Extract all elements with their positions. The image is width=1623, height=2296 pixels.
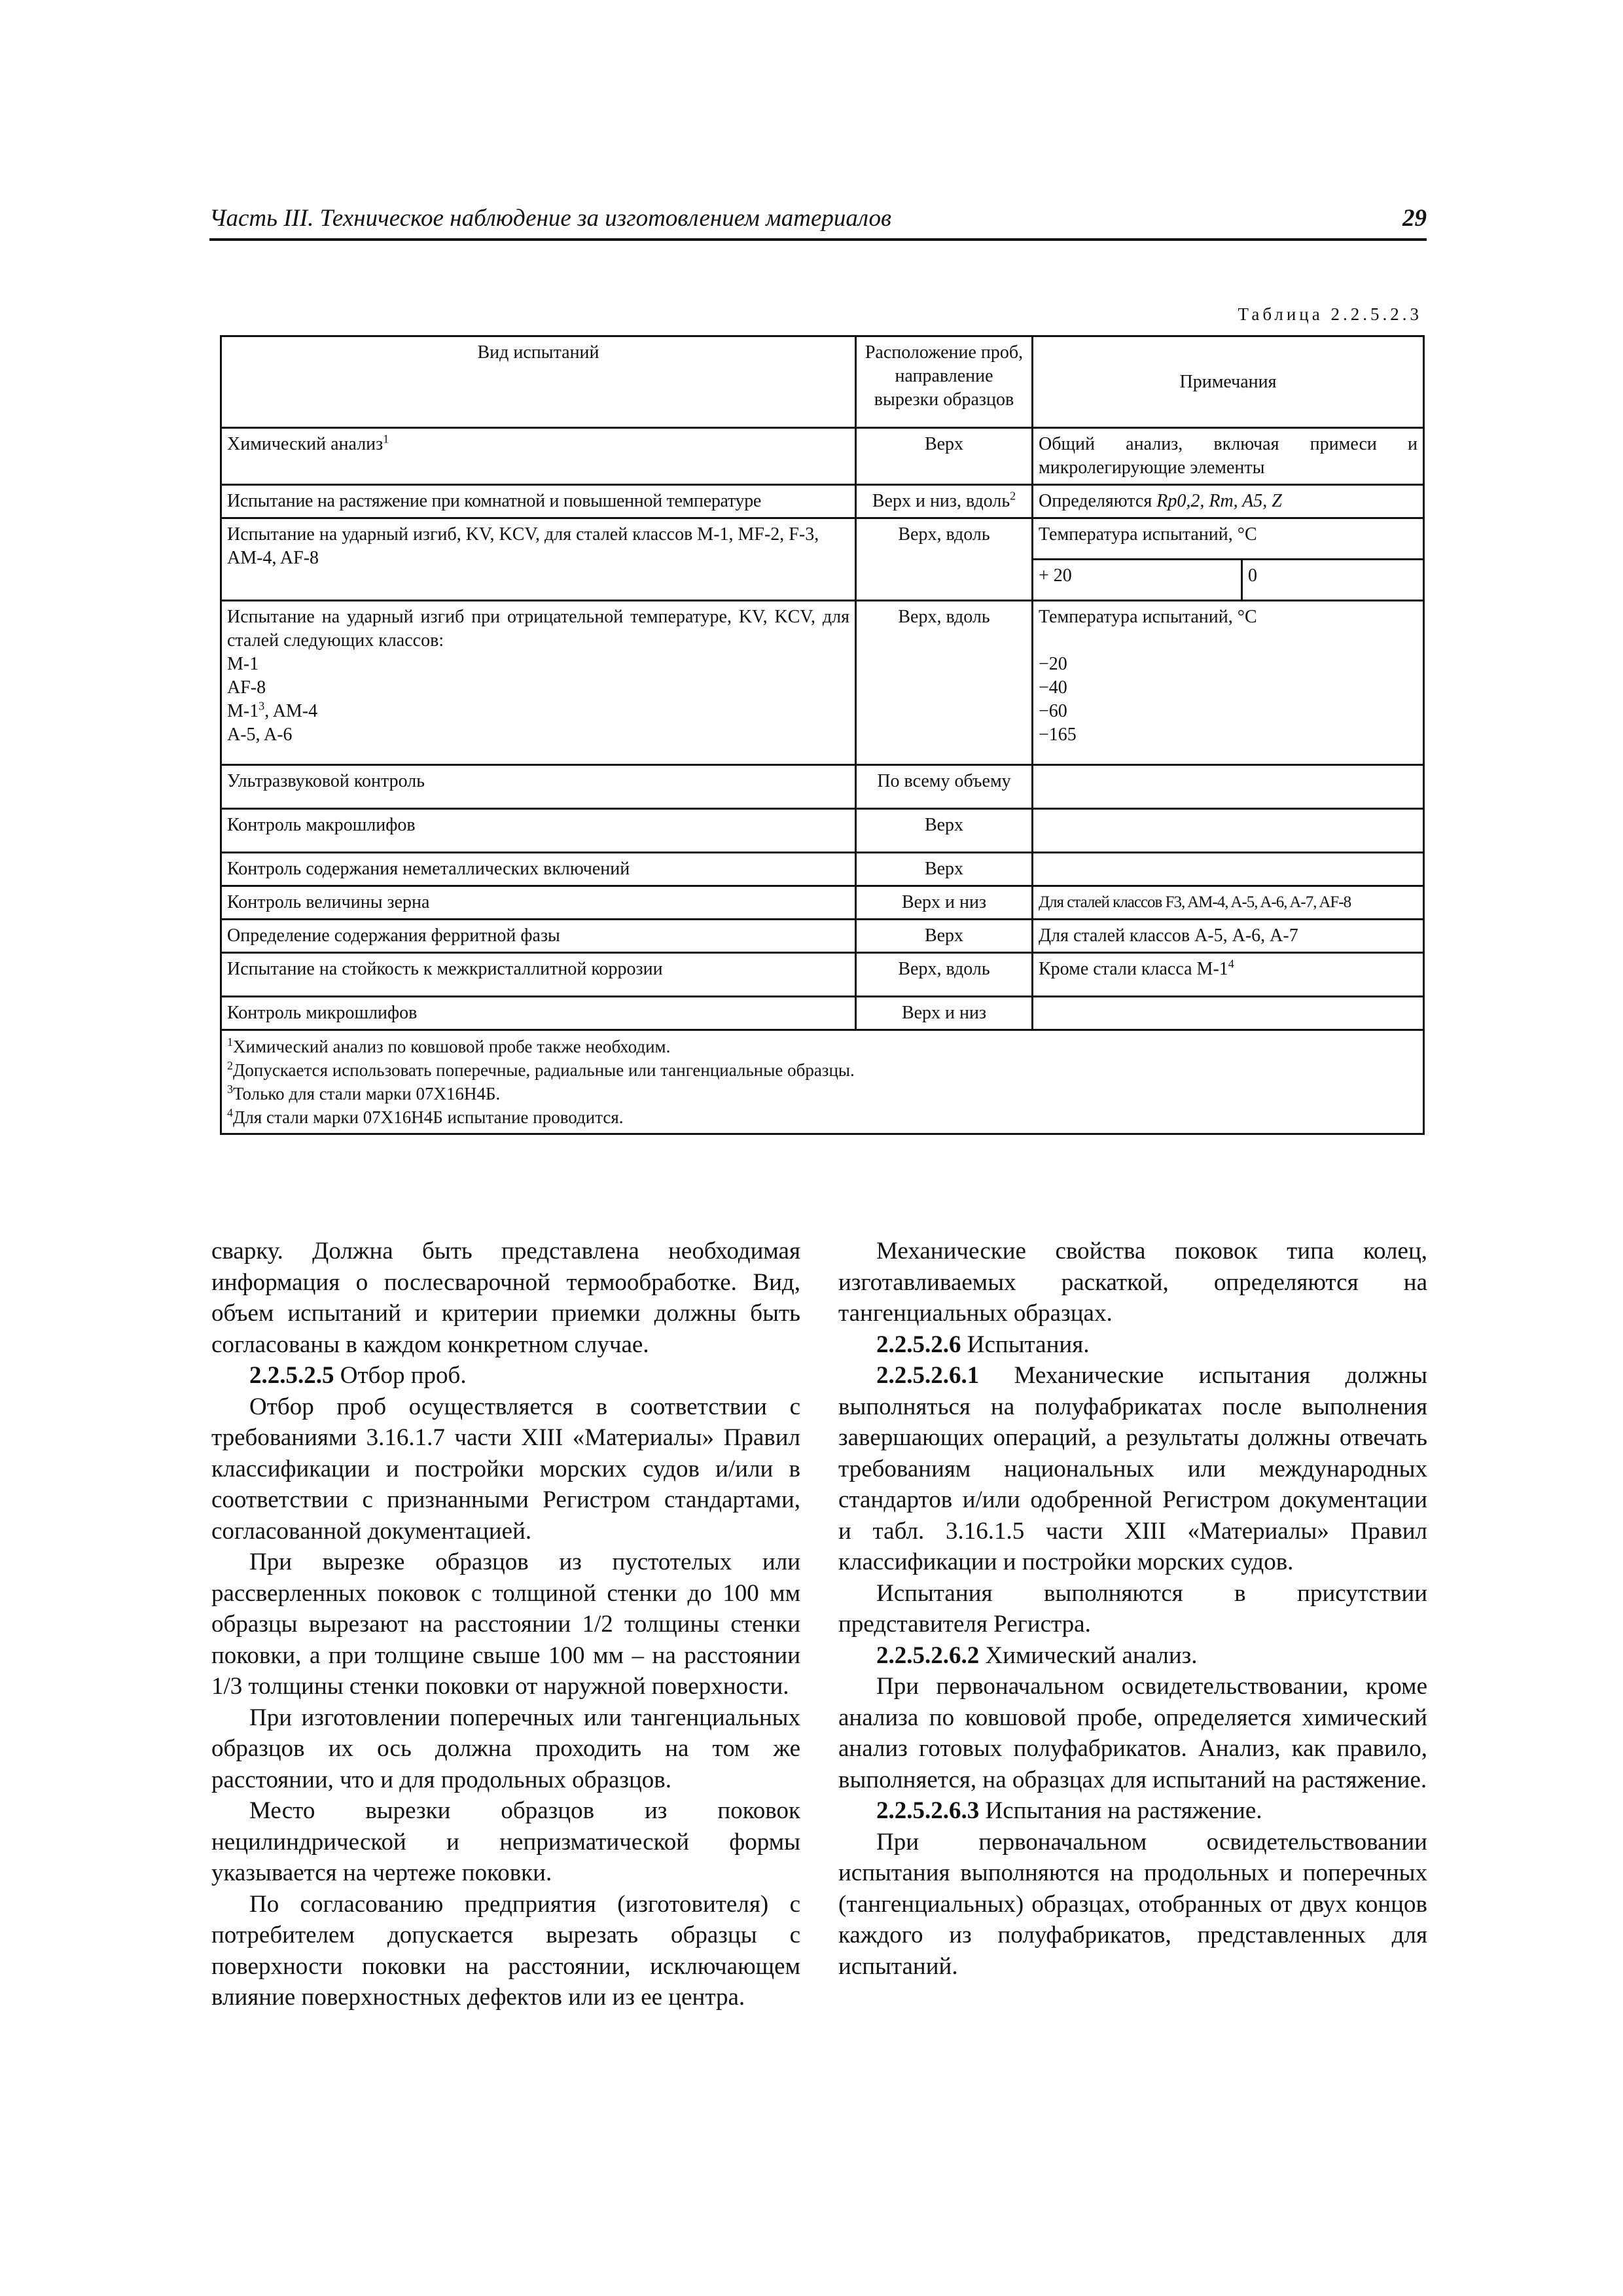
footnote-text: Для стали марки 07Х16Н4Б испытание проводится. (233, 1107, 624, 1127)
notes-label: Температура испытаний, °С (1039, 607, 1257, 627)
table-row (221, 920, 1424, 953)
notes-cell (1033, 485, 1424, 518)
notes-cell (1033, 997, 1424, 1030)
location-cell: Верх (856, 428, 1033, 485)
paragraph: сварку. Должна быть представлена необходимая информация о послесварочной термообработке. Вид, объем испытаний и критерии приемки должны быть согласованы в каждом конкретном случае. (211, 1238, 800, 1358)
test-cell: Определение содержания ферритной фазы (221, 920, 856, 953)
location-cell: Верх и низ (856, 886, 1033, 920)
notes-cell: Для сталей классов А-5, А-6, А-7 (1033, 920, 1424, 953)
test-cell: Контроль микрошлифов (221, 997, 856, 1030)
section-title: Химический анализ. (979, 1641, 1198, 1669)
location-cell: Верх, вдоль (856, 518, 1033, 601)
notes-cell (1033, 765, 1424, 809)
right-text-column (838, 1236, 1427, 1982)
test-cell: Ультразвуковой контроль (221, 765, 856, 809)
table-row (221, 809, 1424, 853)
table-row (221, 997, 1424, 1030)
section-number: 2.2.5.2.6.1 (876, 1362, 980, 1389)
section-title: Испытания. (961, 1331, 1090, 1358)
footnote (227, 1082, 1418, 1105)
page-number: 29 (1402, 205, 1427, 232)
table-row (221, 428, 1424, 485)
temp-cell: + 20 (1033, 560, 1242, 601)
header-test-type: Вид испытаний (221, 336, 856, 428)
footnote (227, 1105, 1418, 1129)
footnote-ref: 2 (1010, 489, 1016, 503)
section-number: 2.2.5.2.6.3 (876, 1797, 980, 1824)
class-line: A-5, A-6 (227, 725, 293, 745)
notes-cell: Общий анализ, включая примеси и микролегирующие элементы (1033, 428, 1424, 485)
table-row (221, 886, 1424, 920)
footnote-text: Только для стали марки 07Х16Н4Б. (233, 1084, 501, 1103)
paragraph: При изготовлении поперечных или тангенциальных образцов их ось должна проходить на том же расстоянии, что и для продольных образцов. (211, 1704, 800, 1793)
footnote-number: 4 (227, 1106, 233, 1119)
section-heading (838, 1795, 1427, 1827)
test-cell: Испытание на стойкость к межкристаллитной коррозии (221, 953, 856, 997)
table-row (221, 518, 1424, 560)
temp-line: −60 (1039, 701, 1067, 721)
location-label: Верх и низ, вдоль (872, 491, 1010, 511)
footnotes-row (221, 1030, 1424, 1134)
table-row (221, 485, 1424, 518)
footnote-text: Химический анализ по ковшовой пробе также необходим. (233, 1037, 671, 1056)
section-number: 2.2.5.2.6.2 (876, 1641, 980, 1669)
notes-cell: Для сталей классов F3, AM-4, A-5, A-6, A-7, AF-8 (1033, 886, 1424, 920)
notes-formula: Rp0,2, Rm, A5, Z (1156, 491, 1282, 511)
section-title: Отбор проб. (334, 1362, 467, 1389)
header-location: Расположение проб, направление вырезки образцов (856, 336, 1033, 428)
section-number: 2.2.5.2.6 (876, 1331, 961, 1358)
footnote-ref: 4 (1228, 957, 1234, 971)
temp-line: −165 (1039, 725, 1077, 745)
section-number: 2.2.5.2.5 (249, 1362, 334, 1389)
running-header (209, 204, 1427, 241)
footnote-ref: 1 (383, 432, 389, 446)
test-cell: Испытание на ударный изгиб, KV, KCV, для сталей классов М-1, MF-2, F-3, AM-4, AF-8 (221, 518, 856, 601)
notes-cell (1033, 809, 1424, 853)
class-label: M-1 (227, 701, 259, 721)
footnotes-cell (221, 1030, 1424, 1134)
paragraph: При вырезке образцов из пустотелых или рассверленных поковок с толщиной стенки до 100 мм образцы вырезают на расстоянии 1/2 толщины стенки поковки, а при толщине свыше 100 мм – на расстоянии 1/3 толщины стенки поковки от наружной поверхности. (211, 1549, 800, 1700)
location-cell (856, 485, 1033, 518)
temp-line: −20 (1039, 654, 1067, 674)
footnote-number: 3 (227, 1083, 233, 1096)
table-row (221, 853, 1424, 886)
spacer (1039, 629, 1418, 653)
notes-label: Кроме стали класса М-1 (1039, 959, 1228, 979)
location-cell: Верх и низ (856, 997, 1033, 1030)
paragraph: Отбор проб осуществляется в соответствии с требованиями 3.16.1.7 части XIII «Материалы» Правил классификации и постройки морских судов и/или в соответствии с признанными Регистром стандартами, согласованной документацией. (211, 1393, 800, 1545)
footnote-number: 2 (227, 1059, 233, 1072)
location-cell: Верх (856, 920, 1033, 953)
notes-prefix: Определяются (1039, 491, 1157, 511)
tests-table (220, 335, 1425, 1135)
test-intro: Испытание на ударный изгиб при отрицательной температуре, KV, KCV, для сталей следующих классов: (227, 607, 849, 651)
table-caption: Таблица 2.2.5.2.3 (1238, 304, 1422, 324)
notes-cell (1033, 601, 1424, 765)
paragraph: Испытания выполняются в присутствии представителя Регистра. (838, 1579, 1427, 1638)
class-line: AF-8 (227, 677, 266, 698)
test-cell (221, 601, 856, 765)
footnote-number: 1 (227, 1035, 233, 1049)
location-cell: Верх (856, 809, 1033, 853)
paragraph-text: Механические испытания должны выполняться на полуфабрикатах после выполнения завершающих операций, а результаты должны отвечать требованиям национальных или международных стандартов и/или одобренной Регистром документации и табл. 3.16.1.5 части XIII «Материалы» Правил классификации и постройки морских судов. (838, 1362, 1427, 1575)
class-suffix: , AM-4 (264, 701, 318, 721)
test-cell: Контроль макрошлифов (221, 809, 856, 853)
location-cell: Верх, вдоль (856, 953, 1033, 997)
paragraph: При первоначальном освидетельствовании, кроме анализа по ковшовой пробе, определяется химический анализ готовых полуфабрикатов. Анализ, как правило, выполняется, на образцах для испытаний на растяжение. (838, 1673, 1427, 1793)
header-notes: Примечания (1033, 336, 1424, 428)
location-cell: Верх (856, 853, 1033, 886)
class-line (227, 700, 849, 723)
temp-line: −40 (1039, 677, 1067, 698)
paragraph (838, 1360, 1427, 1578)
paragraph: Место вырезки образцов из поковок нецилиндрической и непризматической формы указывается на чертеже поковки. (211, 1797, 800, 1886)
section-heading (838, 1329, 1427, 1361)
notes-cell (1033, 953, 1424, 997)
paragraph: По согласованию предприятия (изготовителя) с потребителем допускается вырезать образцы с поверхности поковки на расстоянии, исключающем влияние поверхностных дефектов или из ее центра. (211, 1890, 800, 2011)
footnote-text: Допускается использовать поперечные, радиальные или тангенциальные образцы. (233, 1060, 855, 1080)
footnote (227, 1035, 1418, 1058)
footnote (227, 1058, 1418, 1082)
test-cell: Контроль содержания неметаллических включений (221, 853, 856, 886)
location-cell: По всему объему (856, 765, 1033, 809)
test-cell: Испытание на растяжение при комнатной и повышенной температуре (221, 485, 856, 518)
class-line: M-1 (227, 654, 259, 674)
table-row (221, 601, 1424, 765)
paragraph: При первоначальном освидетельствовании испытания выполняются на продольных и поперечных (тангенциальных) образцах, отобранных от двух концов каждого из полуфабрикатов, представленных для испытаний. (838, 1828, 1427, 1980)
footnote-ref: 3 (259, 699, 265, 713)
left-text-column (211, 1236, 800, 2013)
notes-cell (1033, 853, 1424, 886)
test-label: Химический анализ (227, 434, 383, 454)
section-heading (211, 1360, 800, 1391)
test-cell (221, 428, 856, 485)
test-cell: Контроль величины зерна (221, 886, 856, 920)
notes-cell: Температура испытаний, °С (1033, 518, 1424, 560)
temp-cell: 0 (1242, 560, 1424, 601)
section-title: Испытания на растяжение. (979, 1797, 1262, 1824)
header-title: Часть III. Техническое наблюдение за изготовлением материалов (209, 205, 892, 232)
table-header-row (221, 336, 1424, 428)
section-heading (838, 1640, 1427, 1672)
table-row (221, 953, 1424, 997)
paragraph: Механические свойства поковок типа колец, изготавливаемых раскаткой, определяются на тангенциальных образцах. (838, 1238, 1427, 1327)
table-row (221, 765, 1424, 809)
location-cell: Верх, вдоль (856, 601, 1033, 765)
